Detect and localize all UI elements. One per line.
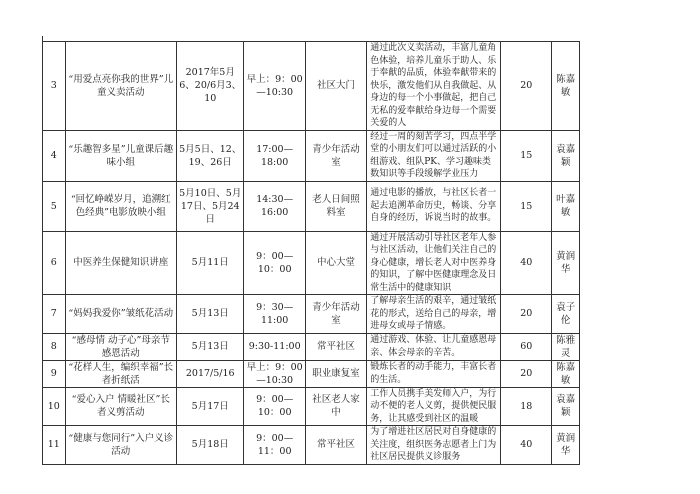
participant-count: 18: [501, 387, 552, 426]
row-number: 8: [43, 333, 66, 360]
activity-description: 通过此次义卖活动，丰富儿童角色体验，培养儿童乐于助人、乐于奉献的品质，体验奉献带来的快乐，激发他们从自我做起、从身边的每一个小事做起，把自己无私的爱奉献给身边每一个需要关爱的人: [367, 42, 501, 131]
participant-count: 15: [501, 181, 552, 231]
activity-description: 为了增进社区居民对自身健康的关注度，组织医务志愿者上门为社区居民提供义诊服务: [367, 426, 501, 465]
responsible-person: 黄润华: [552, 426, 580, 465]
activity-description: 通过游戏、体验、让儿童感恩母亲、体会母亲的辛苦。: [367, 333, 501, 360]
activity-time: 17:00—18:00: [244, 130, 305, 181]
activity-name: “爱心入户 情暖社区”长者义剪活动: [65, 387, 176, 426]
participant-count: 20: [501, 360, 552, 387]
table-row: [43, 42, 580, 131]
activity-schedule-table: [42, 41, 580, 465]
activity-name: “健康与您同行”入户义诊活动: [65, 426, 176, 465]
responsible-person: 黄润华: [552, 231, 580, 295]
activity-date: 5月13日: [176, 295, 244, 334]
row-number: 11: [43, 426, 66, 465]
activity-time: 9:30-11:00: [244, 333, 305, 360]
row-number: 10: [43, 387, 66, 426]
activity-time: 早上：9：00—10:30: [244, 42, 305, 131]
table-row: [43, 231, 580, 295]
activity-place: 职业康复室: [305, 360, 366, 387]
activity-description: 了解母亲生活的艰辛，通过皱纸花的形式，送给自己的母亲，增进母女或母子情感。: [367, 295, 501, 334]
activity-description: 工作人员携手美发师入户，为行动不便的老人义剪，提供便民服务，让其感受到社区的温暖: [367, 387, 501, 426]
activity-place: 社区老人家中: [305, 387, 366, 426]
activity-place: 青少年活动室: [305, 295, 366, 334]
table-row: [43, 295, 580, 334]
row-number: 7: [43, 295, 66, 334]
responsible-person: 陈嘉敏: [552, 42, 580, 131]
activity-description: 通过开展活动引导社区老年人参与社区活动，让他们关注自己的身心健康，增长老人对中医养身的知识，了解中医健康理念及日常生活中的健康知识: [367, 231, 501, 295]
activity-place: 青少年活动室: [305, 130, 366, 181]
activity-date: 5月5日、12、19、26日: [176, 130, 244, 181]
activity-description: 经过一周的刻苦学习，四点半学堂的小朋友们可以通过活跃的小组游戏、组队PK、学习趣味类数知识等手段缓解学业压力: [367, 130, 501, 181]
table-row: [43, 181, 580, 231]
row-number: 3: [43, 42, 66, 131]
activity-name: “回忆峥嵘岁月，追溯红色经典”电影放映小组: [65, 181, 176, 231]
participant-count: 20: [501, 295, 552, 334]
participant-count: 40: [501, 426, 552, 465]
table-row: [43, 360, 580, 387]
activity-name: “妈妈我爱你”皱纸花活动: [65, 295, 176, 334]
row-number: 5: [43, 181, 66, 231]
table-row: [43, 130, 580, 181]
responsible-person: 陈嘉敏: [552, 360, 580, 387]
responsible-person: 陈雅灵: [552, 333, 580, 360]
participant-count: 60: [501, 333, 552, 360]
activity-date: 5月13日: [176, 333, 244, 360]
participant-count: 15: [501, 130, 552, 181]
activity-place: 老人日间照料室: [305, 181, 366, 231]
responsible-person: 袁嘉颖: [552, 130, 580, 181]
participant-count: 40: [501, 231, 552, 295]
activity-time: 早上：9：00—10:30: [244, 360, 305, 387]
activity-description: 锻炼长者的动手能力，丰富长者的生活。: [367, 360, 501, 387]
activity-time: 9：00—11：00: [244, 426, 305, 465]
table-row: [43, 426, 580, 465]
row-number: 9: [43, 360, 66, 387]
activity-time: 9：00—10：00: [244, 231, 305, 295]
activity-place: 社区大门: [305, 42, 366, 131]
activity-name: “花样人生，编织幸福”长者折纸活: [65, 360, 176, 387]
activity-date: 2017年5月6、20/6月3、10: [176, 42, 244, 131]
activity-place: 常平社区: [305, 333, 366, 360]
row-number: 4: [43, 130, 66, 181]
activity-date: 5月18日: [176, 426, 244, 465]
participant-count: 20: [501, 42, 552, 131]
activity-name: “用爱点亮你我的世界”儿童义卖活动: [65, 42, 176, 131]
activity-date: 5月10日、5月17日、5月24日: [176, 181, 244, 231]
activity-date: 5月17日: [176, 387, 244, 426]
activity-name: “感母情 动子心”母亲节感恩活动: [65, 333, 176, 360]
activity-time: 14:30—16:00: [244, 181, 305, 231]
activity-place: 中心大堂: [305, 231, 366, 295]
table-row: [43, 333, 580, 360]
activity-date: 2017/5/16: [176, 360, 244, 387]
activity-place: 常平社区: [305, 426, 366, 465]
activity-date: 5月11日: [176, 231, 244, 295]
responsible-person: 叶嘉敏: [552, 181, 580, 231]
responsible-person: 袁子伦: [552, 295, 580, 334]
row-number: 6: [43, 231, 66, 295]
activity-time: 9：30—11:00: [244, 295, 305, 334]
activity-description: 通过电影的播放，与社区长者一起去追溯革命历史，畅谈、分享自身的经历，诉说当时的故事。: [367, 181, 501, 231]
activity-time: 9：00—10：00: [244, 387, 305, 426]
activity-name: “乐趣智多星”儿童课后趣味小组: [65, 130, 176, 181]
activity-name: 中医养生保健知识讲座: [65, 231, 176, 295]
responsible-person: 袁嘉颖: [552, 387, 580, 426]
table-row: [43, 387, 580, 426]
